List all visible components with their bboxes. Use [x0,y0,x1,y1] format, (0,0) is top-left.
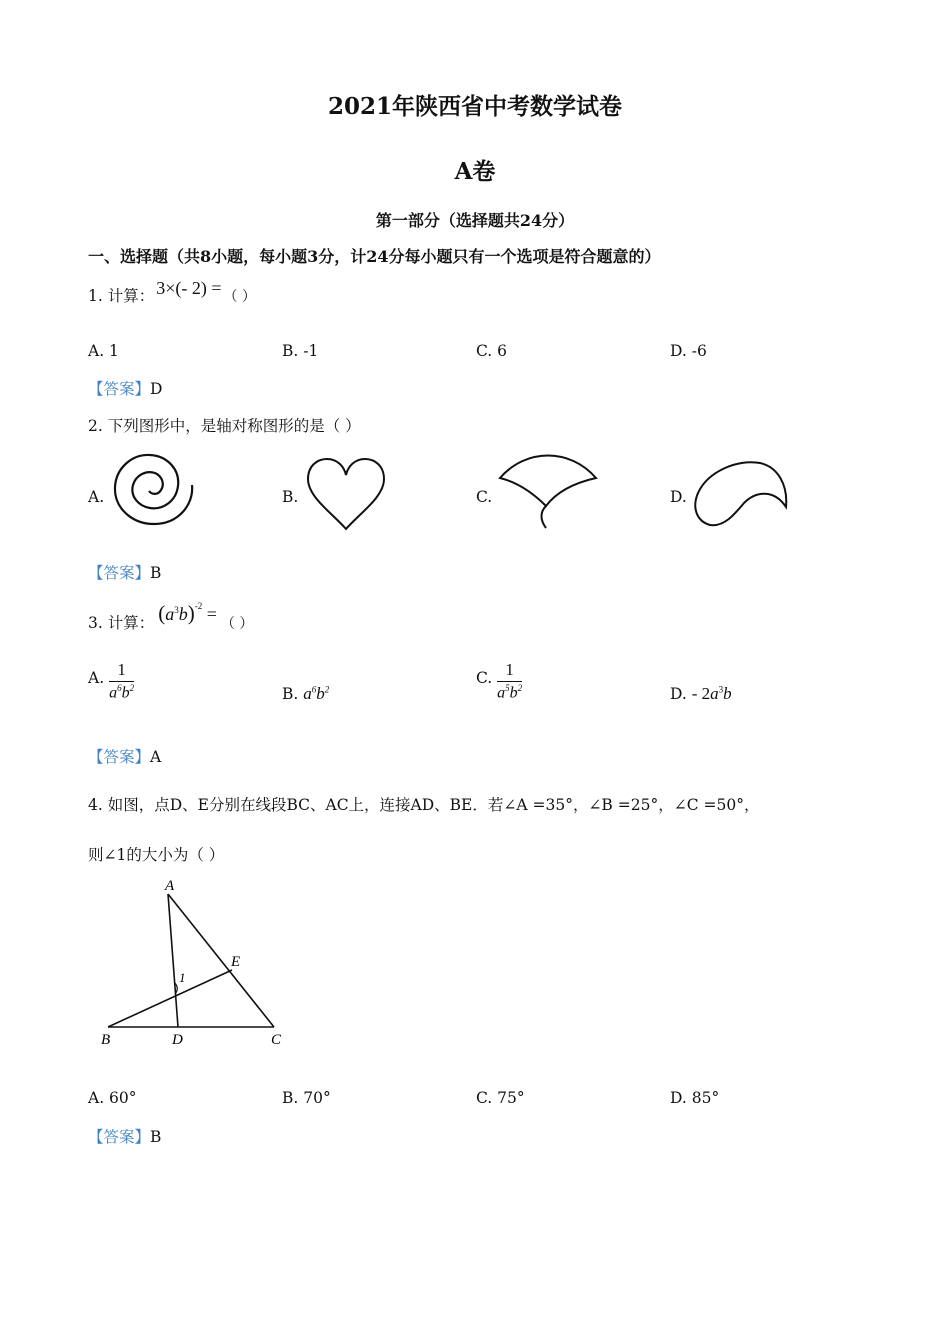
label-a: A [165,878,175,894]
q1-option-c: C. 6 [476,342,508,360]
q4-option-b: B. 70° [282,1089,331,1107]
q4-option-a: A. 60° [88,1089,137,1107]
wave-figure-icon [690,455,794,531]
question-1 [88,278,256,306]
answer-value: B [150,564,162,582]
question-3-bracket: （ ） [220,616,254,632]
q3-answer [88,745,161,767]
question-1-bracket: （ ） [223,289,256,305]
paper-subtitle: A卷 [454,158,496,185]
question-1-expression: 3×(- 2) = [156,278,222,298]
q2-option-a-label: A. [88,488,105,506]
answer-tag: 【答案】 [88,748,151,766]
q3-option-a-fraction: $\frac{1}{a^6b^2}$ [109,660,135,702]
q3-option-d-expression: - $2a^3b$ [691,684,732,703]
label-c: C [271,1032,282,1048]
answer-value: A [150,748,162,766]
label-angle-1: 1 [179,970,186,985]
page-title: 2021年陕西省中考数学试卷 [327,93,622,120]
label-e: E [231,954,241,970]
segment-be [108,970,232,1027]
spiral-figure-icon [110,450,200,530]
heart-figure-icon [302,455,392,535]
label-d: D [172,1032,183,1048]
answer-tag: 【答案】 [88,380,151,398]
segment-ad [168,894,178,1027]
q3-option-a [88,660,134,702]
q1-option-d: D. -6 [670,342,707,360]
triangle-figure [95,872,305,1052]
answer-value: D [150,380,163,398]
q3-option-a-label: A. [88,669,105,688]
question-2-stem: 2. 下列图形中，是轴对称图形的是（ ） [88,417,361,435]
q2-option-c-label: C. [476,488,493,506]
q3-option-d [670,684,732,704]
part-heading: 第一部分（选择题共24分） [375,211,575,230]
q1-option-a: A. 1 [88,342,119,360]
answer-tag: 【答案】 [88,1128,151,1146]
answer-value: B [150,1128,162,1146]
fan-figure-icon [496,452,600,534]
q4-option-d: D. 85° [670,1089,720,1107]
q3-option-c [476,660,522,702]
q3-option-b-expression: $a^6b^2$ [303,684,330,703]
q4-option-c: C. 75° [476,1089,525,1107]
segment-ac [168,894,274,1027]
answer-tag: 【答案】 [88,564,151,582]
q3-option-b-label: B. [282,685,299,703]
q1-answer [88,377,162,399]
q3-option-d-label: D. [670,685,687,703]
section-heading: 一、选择题（共8小题，每小题3分，计24分每小题只有一个选项是符合题意的） [88,247,661,266]
question-3 [88,601,254,634]
question-1-prefix: 1. 计算： [88,287,155,305]
question-4-line-2: 则∠1的大小为（ ） [88,846,225,864]
q1-option-b: B. -1 [282,342,319,360]
q4-answer [88,1125,161,1147]
question-4-line-1: 4. 如图，点D、E分别在线段BC、AC上，连接AD、BE．若∠A =35°，∠B =25°，∠C =50°， [88,796,760,814]
q3-option-c-fraction: $\frac{1}{a^5b^2}$ [497,660,523,702]
question-3-prefix: 3. 计算： [88,614,155,632]
question-3-expression: $(a^3b)^{-2}$ = [158,601,217,625]
q3-option-c-label: C. [476,669,493,688]
q2-answer [88,561,161,583]
q3-option-b [282,684,329,704]
q2-option-b-label: B. [282,488,299,506]
q2-option-d-label: D. [670,488,687,506]
label-b: B [101,1032,111,1048]
